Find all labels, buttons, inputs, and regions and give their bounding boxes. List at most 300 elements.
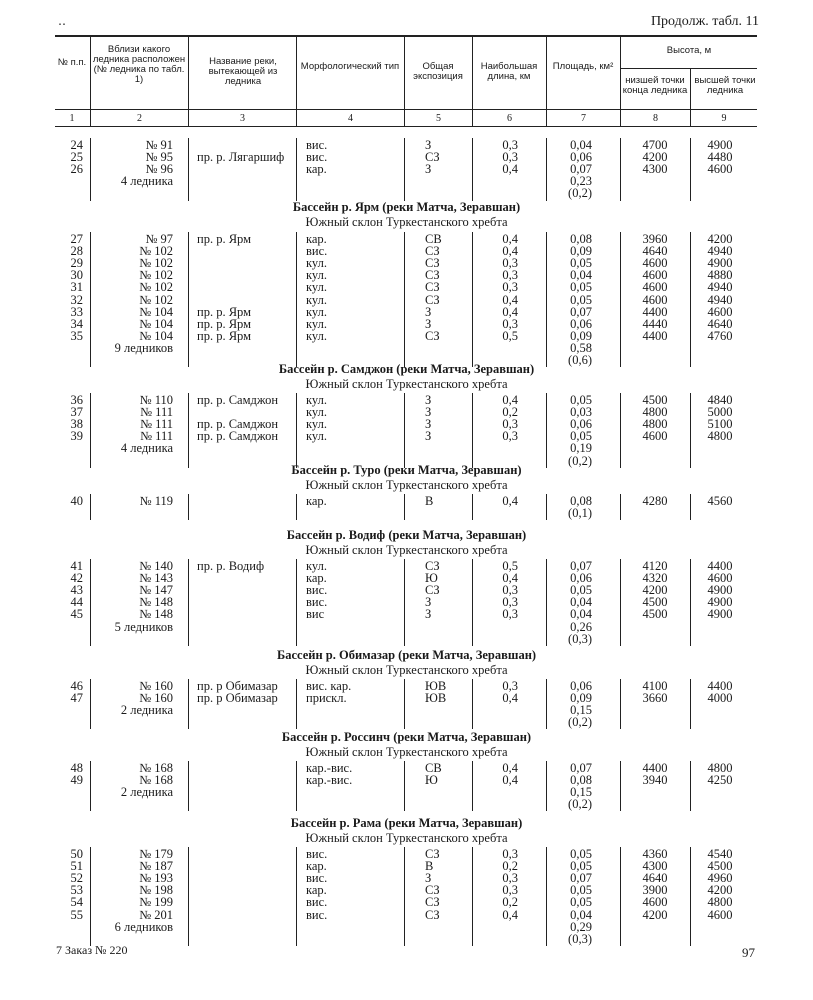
exposure: З <box>425 316 432 331</box>
column-number: 5 <box>436 113 441 124</box>
near-glacier: № 143 <box>139 571 173 586</box>
lowest-point: 4600 <box>642 256 668 271</box>
summary-rounded-row <box>0 187 813 199</box>
morph-type: кар. <box>306 232 327 246</box>
morph-type: вис. <box>306 595 328 610</box>
table-row <box>0 318 813 330</box>
summary-row <box>0 621 813 633</box>
highest-point: 4880 <box>707 268 733 283</box>
column-divider <box>296 559 297 646</box>
table-row <box>0 495 813 507</box>
basin-title: Бассейн р. Самджон (реки Матча, Зеравшан) <box>278 362 535 376</box>
exposure: Ю <box>425 571 438 586</box>
exposure: З <box>425 429 432 444</box>
max-length: 0,3 <box>502 280 518 295</box>
column-divider <box>546 232 547 367</box>
near-glacier: № 187 <box>139 859 173 874</box>
basin-subtitle: Южный склон Туркестанского хребта <box>305 478 508 492</box>
glacier-count: 6 ледников <box>114 919 173 934</box>
morph-type: кар.-вис. <box>306 773 353 788</box>
area: 0,05 <box>570 883 592 898</box>
column-divider <box>620 393 621 468</box>
max-length: 0,4 <box>502 494 518 508</box>
basin-title: Бассейн р. Ярм (реки Матча, Зеравшан) <box>292 200 521 214</box>
morph-type: кул. <box>306 405 327 420</box>
exposure: З <box>425 393 432 407</box>
morph-type: кул. <box>306 280 327 295</box>
table-row <box>0 245 813 257</box>
table-row <box>0 257 813 269</box>
lowest-point: 4320 <box>642 571 668 586</box>
column-divider <box>188 559 189 646</box>
morph-type: кул. <box>306 256 327 271</box>
river-name: пр. р Обимазар <box>197 679 278 693</box>
column-divider <box>546 494 547 520</box>
max-length: 0,3 <box>502 607 518 622</box>
table-row <box>0 909 813 921</box>
column-divider <box>188 494 189 520</box>
river-name: пр. р. Лягаршиф <box>197 150 285 165</box>
morph-type: кул. <box>306 328 327 343</box>
area: 0,07 <box>570 162 592 177</box>
table-row <box>0 294 813 306</box>
max-length: 0,2 <box>502 405 518 420</box>
column-number: 7 <box>581 113 586 124</box>
column-divider <box>90 559 91 646</box>
column-divider <box>690 494 691 520</box>
column-divider <box>404 232 405 367</box>
morph-type: кар. <box>306 571 327 586</box>
column-number: 2 <box>137 113 142 124</box>
column-number: 6 <box>507 113 512 124</box>
column-divider <box>296 393 297 468</box>
river-name: пр. р. Ярм <box>197 328 251 343</box>
area: 0,07 <box>570 871 592 886</box>
basin-subtitle: Южный склон Туркестанского хребта <box>305 745 508 759</box>
column-divider <box>404 559 405 646</box>
column-divider <box>620 559 621 646</box>
summary-row <box>0 175 813 187</box>
column-divider <box>296 847 297 946</box>
morph-type: кул. <box>306 268 327 283</box>
header-no: № п.п. <box>57 57 87 68</box>
lowest-point: 4300 <box>642 162 668 177</box>
area: 0,04 <box>570 595 592 610</box>
column-divider <box>188 232 189 367</box>
exposure: З <box>425 417 432 432</box>
morph-type: кул. <box>306 292 327 307</box>
highest-point: 4500 <box>707 859 733 874</box>
exposure: СЗ <box>425 292 440 307</box>
row-number: 48 <box>70 761 83 775</box>
max-length: 0,2 <box>502 859 518 874</box>
near-glacier: № 193 <box>139 871 173 886</box>
max-length: 0,4 <box>502 292 518 307</box>
table-top-rule <box>55 35 757 37</box>
basin-title: Бассейн р. Рама (реки Матча, Зеравшан) <box>290 816 523 830</box>
lowest-point: 4200 <box>642 150 668 165</box>
total-area: 0,19 <box>570 441 592 456</box>
area: 0,05 <box>570 280 592 295</box>
header-area: Площадь, км² <box>552 61 614 72</box>
row-number: 54 <box>70 895 83 910</box>
table-row <box>0 306 813 318</box>
morph-type: вис. <box>306 244 328 259</box>
lowest-point: 4100 <box>642 679 668 693</box>
glacier-count: 4 ледника <box>120 441 173 456</box>
header-exposure: Общая экспозиция <box>413 61 463 82</box>
total-area-rounded: (0,1) <box>568 506 592 521</box>
basin-subtitle: Южный склон Туркестанского хребта <box>305 377 508 391</box>
near-glacier: № 104 <box>139 328 173 343</box>
morph-type: вис. <box>306 150 328 165</box>
near-glacier: № 160 <box>139 691 173 706</box>
near-glacier: № 96 <box>145 162 173 177</box>
lowest-point: 3960 <box>642 232 668 246</box>
highest-point: 4840 <box>707 393 733 407</box>
near-glacier: № 104 <box>139 304 173 319</box>
area: 0,05 <box>570 256 592 271</box>
column-number: 9 <box>721 113 727 124</box>
column-divider <box>296 679 297 729</box>
highest-point: 4640 <box>707 316 733 331</box>
row-number: 33 <box>70 304 83 319</box>
table-row <box>0 848 813 860</box>
header-max-length: Наибольшая длина, км <box>480 61 538 82</box>
column-divider <box>472 138 473 201</box>
basin-subtitle: Южный склон Туркестанского хребта <box>305 215 508 229</box>
column-divider <box>620 847 621 946</box>
total-area-rounded: (0,6) <box>568 353 592 367</box>
exposure: СЗ <box>425 268 440 283</box>
column-number: 4 <box>348 113 353 124</box>
max-length: 0,3 <box>502 138 518 152</box>
area: 0,05 <box>570 895 592 910</box>
row-number: 42 <box>70 571 83 586</box>
lowest-point: 4800 <box>642 405 668 420</box>
row-number: 53 <box>70 883 83 898</box>
row-number: 24 <box>70 138 83 152</box>
max-length: 0,3 <box>502 429 518 444</box>
row-number: 29 <box>70 256 83 271</box>
near-glacier: № 110 <box>139 393 173 407</box>
column-divider <box>404 847 405 946</box>
column-divider <box>90 679 91 729</box>
near-glacier: № 111 <box>140 405 173 420</box>
max-length: 0,4 <box>502 304 518 319</box>
area: 0,04 <box>570 907 592 922</box>
column-divider <box>472 761 473 811</box>
column-divider <box>90 393 91 468</box>
highest-point: 4900 <box>707 583 733 598</box>
morph-type: прискл. <box>306 691 347 706</box>
column-divider <box>620 494 621 520</box>
summary-row <box>0 342 813 354</box>
morph-type: кар.-вис. <box>306 761 353 775</box>
lowest-point: 4640 <box>642 871 668 886</box>
exposure: СЗ <box>425 907 440 922</box>
area: 0,08 <box>570 232 592 246</box>
column-divider <box>296 138 297 201</box>
column-divider <box>296 494 297 520</box>
basin-title: Бассейн р. Водиф (реки Матча, Зеравшан) <box>286 528 527 542</box>
row-number: 37 <box>70 405 83 420</box>
summary-rounded-row <box>0 798 813 810</box>
row-number: 45 <box>70 607 83 622</box>
exposure: З <box>425 304 432 319</box>
exposure: З <box>425 405 432 420</box>
total-area-rounded: (0,3) <box>568 631 592 646</box>
top-mark: ‥ <box>58 14 67 28</box>
morph-type: кар. <box>306 162 327 177</box>
max-length: 0,3 <box>502 417 518 432</box>
near-glacier: № 168 <box>139 773 173 788</box>
near-glacier: № 111 <box>140 417 173 432</box>
continuation-label: Продолж. табл. 11 <box>650 14 759 29</box>
near-glacier: № 148 <box>139 607 173 622</box>
column-divider <box>296 761 297 811</box>
table-row <box>0 584 813 596</box>
highest-point: 4400 <box>707 559 733 573</box>
max-length: 0,5 <box>502 559 518 573</box>
near-glacier: № 102 <box>139 244 173 259</box>
exposure: З <box>425 871 432 886</box>
column-divider <box>546 679 547 729</box>
row-number: 55 <box>70 907 83 922</box>
river-name: пр. р. Ярм <box>197 232 251 246</box>
morph-type: кар. <box>306 859 327 874</box>
table-row <box>0 269 813 281</box>
area: 0,04 <box>570 268 592 283</box>
max-length: 0,4 <box>502 691 518 706</box>
highest-point: 4600 <box>707 571 733 586</box>
column-divider <box>188 138 189 201</box>
column-divider <box>188 761 189 811</box>
row-number: 27 <box>70 232 83 246</box>
lowest-point: 4640 <box>642 244 668 259</box>
lowest-point: 4600 <box>642 280 668 295</box>
column-divider <box>690 232 691 367</box>
near-glacier: № 104 <box>139 316 173 331</box>
area: 0,03 <box>570 405 592 420</box>
area: 0,09 <box>570 244 592 259</box>
column-divider <box>90 847 91 946</box>
max-length: 0,4 <box>502 162 518 177</box>
summary-rounded-row <box>0 716 813 728</box>
highest-point: 4900 <box>707 256 733 271</box>
exposure: СЗ <box>425 883 440 898</box>
lowest-point: 4700 <box>642 138 668 152</box>
river-name: пр. р. Ярм <box>197 316 251 331</box>
column-divider <box>90 138 91 201</box>
row-number: 36 <box>70 393 83 407</box>
basin-title: Бассейн р. Россинч (реки Матча, Зеравшан) <box>281 730 532 744</box>
highest-point: 4960 <box>707 871 733 886</box>
table-row <box>0 896 813 908</box>
highest-point: 4600 <box>707 304 733 319</box>
morph-type: вис. <box>306 907 328 922</box>
column-divider <box>690 761 691 811</box>
lowest-point: 4800 <box>642 417 668 432</box>
highest-point: 4940 <box>707 244 733 259</box>
row-number: 25 <box>70 150 83 165</box>
near-glacier: № 201 <box>139 907 173 922</box>
column-divider <box>188 679 189 729</box>
total-area: 0,58 <box>570 340 592 355</box>
table-row <box>0 560 813 572</box>
near-glacier: № 179 <box>139 847 173 861</box>
max-length: 0,3 <box>502 583 518 598</box>
basin-title: Бассейн р. Обимазар (реки Матча, Зеравшан) <box>276 648 537 662</box>
area: 0,06 <box>570 316 592 331</box>
total-area-rounded: (0,3) <box>568 931 592 946</box>
exposure: СЗ <box>425 280 440 295</box>
area: 0,06 <box>570 417 592 432</box>
morph-type: вис. <box>306 895 328 910</box>
area: 0,07 <box>570 559 592 573</box>
column-divider <box>90 232 91 367</box>
column-divider <box>620 679 621 729</box>
max-length: 0,3 <box>502 871 518 886</box>
exposure: СЗ <box>425 328 440 343</box>
column-divider <box>188 847 189 946</box>
morph-type: вис. <box>306 871 328 886</box>
area: 0,04 <box>570 607 592 622</box>
morph-type: кул. <box>306 559 327 573</box>
area: 0,06 <box>570 571 592 586</box>
glacier-count: 2 ледника <box>120 703 173 718</box>
row-number: 31 <box>70 280 83 295</box>
highest-point: 4940 <box>707 292 733 307</box>
row-number: 52 <box>70 871 83 886</box>
column-divider <box>404 679 405 729</box>
area: 0,07 <box>570 304 592 319</box>
header-highest-point: высшей точки ледника <box>694 75 756 96</box>
table-row <box>0 394 813 406</box>
table-row <box>0 680 813 692</box>
table-row <box>0 884 813 896</box>
max-length: 0,3 <box>502 268 518 283</box>
area: 0,06 <box>570 150 592 165</box>
near-glacier: № 147 <box>139 583 173 598</box>
row-number: 46 <box>70 679 83 693</box>
column-divider <box>404 761 405 811</box>
lowest-point: 4200 <box>642 583 668 598</box>
table-row <box>0 608 813 620</box>
highest-point: 4800 <box>707 895 733 910</box>
table-row <box>0 418 813 430</box>
column-divider <box>472 494 473 520</box>
highest-point: 4800 <box>707 429 733 444</box>
column-divider <box>472 232 473 367</box>
row-number: 35 <box>70 328 83 343</box>
column-divider <box>188 393 189 468</box>
column-divider <box>620 232 621 367</box>
area: 0,05 <box>570 583 592 598</box>
header-lowest-point: низшей точки конца ледника <box>622 75 688 96</box>
lowest-point: 4500 <box>642 607 668 622</box>
column-divider <box>546 393 547 468</box>
river-name: пр. р. Самджон <box>197 417 279 432</box>
row-number: 41 <box>70 559 83 573</box>
exposure: З <box>425 138 432 152</box>
max-length: 0,2 <box>502 895 518 910</box>
near-glacier: № 119 <box>139 494 173 508</box>
total-area: 0,15 <box>570 703 592 718</box>
total-area-rounded: (0,2) <box>568 186 592 201</box>
summary-rounded-row <box>0 633 813 645</box>
column-divider <box>690 679 691 729</box>
row-number: 43 <box>70 583 83 598</box>
near-glacier: № 140 <box>139 559 173 573</box>
exposure: СЗ <box>425 150 440 165</box>
column-number: 3 <box>240 113 245 124</box>
row-number: 49 <box>70 773 83 788</box>
header-river-name: Название реки, вытекающей из ледника <box>208 56 278 87</box>
morph-type: кул. <box>306 304 327 319</box>
morph-type: кул. <box>306 393 327 407</box>
page-number: 97 <box>742 945 755 960</box>
summary-row <box>0 442 813 454</box>
table-row <box>0 330 813 342</box>
column-divider <box>690 559 691 646</box>
near-glacier: № 102 <box>139 280 173 295</box>
exposure: СЗ <box>425 559 440 573</box>
area: 0,05 <box>570 292 592 307</box>
max-length: 0,4 <box>502 571 518 586</box>
exposure: ЮВ <box>425 691 447 706</box>
lowest-point: 4600 <box>642 895 668 910</box>
table-row <box>0 572 813 584</box>
total-area: 0,26 <box>570 619 592 634</box>
lowest-point: 4200 <box>642 907 668 922</box>
highest-point: 5100 <box>707 417 733 432</box>
area: 0,09 <box>570 691 592 706</box>
lowest-point: 4300 <box>642 859 668 874</box>
max-length: 0,3 <box>502 316 518 331</box>
area: 0,07 <box>570 761 592 775</box>
area: 0,05 <box>570 429 592 444</box>
total-area: 0,15 <box>570 785 592 800</box>
column-divider <box>620 138 621 201</box>
column-divider <box>690 847 691 946</box>
morph-type: вис. <box>306 583 328 598</box>
basin-title: Бассейн р. Туро (реки Матча, Зеравшан) <box>291 463 522 477</box>
column-number: 8 <box>653 113 658 124</box>
exposure: СЗ <box>425 244 440 259</box>
exposure: З <box>425 607 432 622</box>
row-number: 30 <box>70 268 83 283</box>
column-divider <box>90 494 91 520</box>
highest-point: 4200 <box>707 232 733 246</box>
total-area-rounded: (0,2) <box>568 797 592 812</box>
exposure: СЗ <box>425 895 440 910</box>
highest-point: 4540 <box>707 847 733 861</box>
morph-type: вис. <box>306 847 328 861</box>
column-divider <box>472 679 473 729</box>
height-subrule <box>620 68 757 69</box>
column-divider <box>404 393 405 468</box>
max-length: 0,5 <box>502 328 518 343</box>
basin-subtitle: Южный склон Туркестанского хребта <box>305 663 508 677</box>
column-divider <box>620 761 621 811</box>
river-name: пр. р. Самджон <box>197 429 279 444</box>
lowest-point: 4400 <box>642 304 668 319</box>
highest-point: 4200 <box>707 883 733 898</box>
highest-point: 4900 <box>707 607 733 622</box>
highest-point: 4000 <box>707 691 733 706</box>
lowest-point: 4600 <box>642 429 668 444</box>
